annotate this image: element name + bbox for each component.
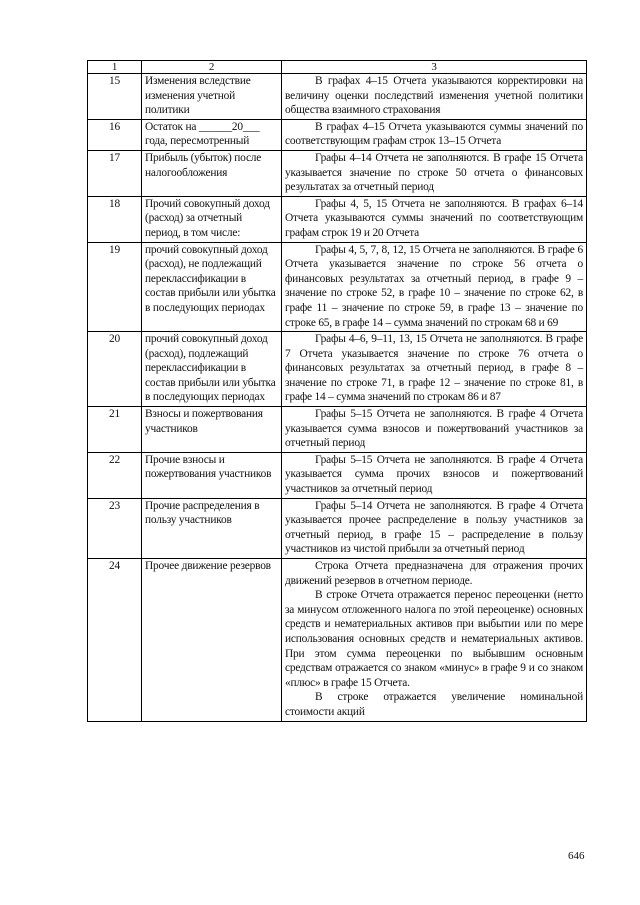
table-row <box>88 150 587 196</box>
report-lines-table <box>87 60 587 722</box>
row-description <box>282 119 587 150</box>
row-indicator-name: Прочее движение резервов <box>142 559 282 722</box>
description-paragraph: Графы 4–14 Отчета не заполняются. В графе 15 Отчета указывается значение по строке 50 отчета о финансовых результатах за отчетный период <box>285 151 583 194</box>
row-indicator-name: Прочие распределения в пользу участников <box>142 498 282 558</box>
table-row <box>88 196 587 242</box>
page-number: 646 <box>568 850 585 862</box>
description-paragraph: Графы 5–14 Отчета не заполняются. В графе 4 Отчета указывается прочее распределение в пользу участников за отчетный период, в графе 15 – распределение в пользу участников из чистой прибыли за отчетный период <box>285 499 583 556</box>
row-indicator-name: прочий совокупный доход (расход), подлежащий переклассификации в состав прибыли или убытка в последующих периодах <box>142 332 282 407</box>
description-paragraph: В строке Отчета отражается перенос переоценки (нетто за минусом отложенного налога по этой переоценке) основных средств и нематериальных активов при выбытии или по мере использования основных средств и нематериальных активов. При этом сумма переоценки по выбывшим основным средствам отражается со знаком «минус» в графе 9 и со знаком «плюс» в графе 15 Отчета. <box>285 589 583 689</box>
table-row <box>88 74 587 120</box>
row-description <box>282 196 587 242</box>
row-number: 21 <box>88 407 142 453</box>
row-description <box>282 498 587 558</box>
table-row <box>88 242 587 332</box>
description-paragraph: Графы 4–6, 9–11, 13, 15 Отчета не заполняются. В графе 7 Отчета указывается значение по строке 76 отчета о финансовых результатах за отчетный период, в графе 8 – значение по строке 71, в графе 12 – значение по строке 81, в графе 14 – сумма значений по строкам 86 и 87 <box>285 333 583 404</box>
row-indicator-name: Прочий совокупный доход (расход) за отчетный период, в том числе: <box>142 196 282 242</box>
row-number: 20 <box>88 332 142 407</box>
row-description <box>282 150 587 196</box>
table-row <box>88 559 587 722</box>
table-row <box>88 498 587 558</box>
description-paragraph: Графы 5–15 Отчета не заполняются. В графе 4 Отчета указывается сумма взносов и пожертвований участников за отчетный период <box>285 408 583 450</box>
description-paragraph: Графы 4, 5, 15 Отчета не заполняются. В графах 6–14 Отчета указываются суммы значений по соответствующим графам строк 19 и 20 Отчета <box>285 197 583 239</box>
row-description <box>282 452 587 498</box>
row-description <box>282 559 587 722</box>
row-description <box>282 74 587 120</box>
row-number: 19 <box>88 242 142 332</box>
row-indicator-name: Прочие взносы и пожертвования участников <box>142 452 282 498</box>
row-description <box>282 242 587 332</box>
row-number: 22 <box>88 452 142 498</box>
table-row <box>88 407 587 453</box>
row-number: 16 <box>88 119 142 150</box>
description-paragraph: В графах 4–15 Отчета указываются суммы значений по соответствующим графам строк 13–15 Отчета <box>285 120 583 148</box>
row-number: 24 <box>88 559 142 722</box>
row-number: 18 <box>88 196 142 242</box>
row-number: 23 <box>88 498 142 558</box>
description-paragraph: В графах 4–15 Отчета указываются корректировки на величину оценки последствий изменения учетной политики общества взаимного страхования <box>285 75 583 117</box>
header-col-3: 3 <box>282 61 587 74</box>
table-row <box>88 119 587 150</box>
table-body <box>88 61 587 722</box>
description-paragraph: Строка Отчета предназначена для отражения прочих движений резервов в отчетном периоде. <box>285 560 583 587</box>
header-col-2: 2 <box>142 61 282 74</box>
row-indicator-name: прочий совокупный доход (расход), не подлежащий переклассификации в состав прибыли или убытка в последующих периодах <box>142 242 282 332</box>
row-indicator-name: Взносы и пожертвования участников <box>142 407 282 453</box>
row-number: 15 <box>88 74 142 120</box>
table-row <box>88 332 587 407</box>
description-paragraph: Графы 4, 5, 7, 8, 12, 15 Отчета не заполняются. В графе 6 Отчета указывается значение по строке 56 отчета о финансовых результатах за отчетный период, в графе 9 – значение по строке 52, в графе 10 – значение по строке 62, в графе 11 – значение по строке 59, в графе 13 – значение по строке 65, в графе 14 – сумма значений по строкам 68 и 69 <box>285 243 583 329</box>
table-row <box>88 452 587 498</box>
row-description <box>282 407 587 453</box>
table-header-row <box>88 61 587 74</box>
description-paragraph: Графы 5–15 Отчета не заполняются. В графе 4 Отчета указывается сумма прочих взносов и пожертвований участников за отчетный период <box>285 453 583 496</box>
description-paragraph: В строке отражается увеличение номинальной стоимости акций <box>285 691 583 718</box>
row-indicator-name: Изменения вследствие изменения учетной политики <box>142 74 282 120</box>
row-indicator-name: Прибыль (убыток) после налогообложения <box>142 150 282 196</box>
header-col-1: 1 <box>88 61 142 74</box>
row-indicator-name: Остаток на ______20___ года, пересмотренный <box>142 119 282 150</box>
row-number: 17 <box>88 150 142 196</box>
row-description <box>282 332 587 407</box>
